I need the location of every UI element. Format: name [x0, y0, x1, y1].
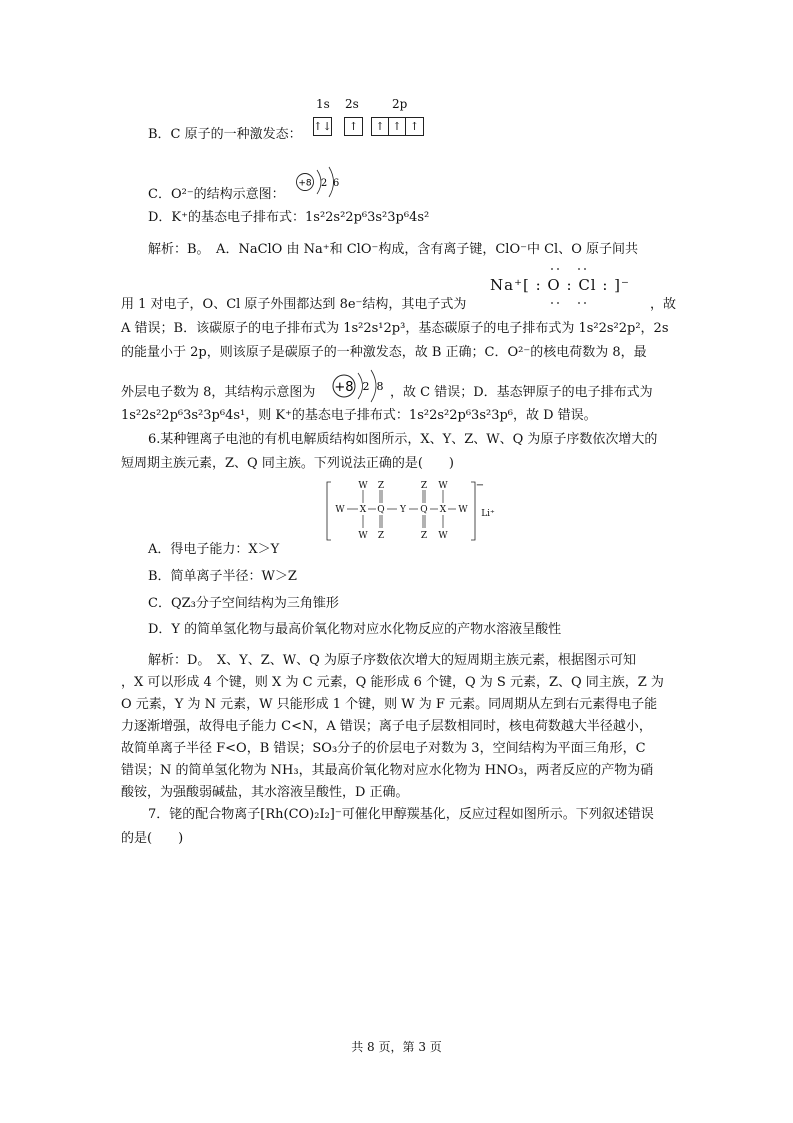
lithium-ion: Li⁺: [481, 509, 495, 519]
orbital-label-1s: 1s: [316, 97, 330, 111]
shell-2-electrons-2: 8: [376, 380, 384, 393]
analysis-1-line-5b: ，故 C 错误；D．基态钾原子的电子排布式为: [390, 385, 653, 400]
orbital-2s-arrow: ↑: [348, 120, 359, 133]
analysis-1-line-3: A 错误；B．该碳原子的电子排布式为 1s²2s¹2p³，基态碳原子的电子排布式为 1s²2s²2p²，2s: [121, 321, 669, 336]
q6-option-a: A．得电子能力：X＞Y: [148, 542, 280, 557]
q6-option-c: C．QZ₃分子空间结构为三角锥形: [148, 596, 339, 611]
analysis-1-line-4: 的能量小于 2p，则该原子是碳原子的一种激发态，故 B 正确；C．O²⁻的核电荷数为 8，最: [121, 345, 647, 360]
analysis-1-line-5a: 外层电子数为 8，其结构示意图为: [121, 385, 316, 400]
electrolyte-structure: [326, 478, 506, 544]
option-c: C．O²⁻的结构示意图：: [148, 187, 285, 202]
shell-2-electrons: 6: [332, 178, 340, 189]
orbital-box-2s: [344, 117, 363, 136]
orbital-label-2p: 2p: [392, 97, 408, 111]
q7-line-1: 7．铑的配合物离子[Rh(CO)₂I₂]⁻可催化甲醇羰基化，反应过程如图所示。下列叙述错误: [148, 807, 654, 822]
o2-ion-structure-diagram: [295, 164, 345, 200]
q6-line-1: 6.某种锂离子电池的有机电解质结构如图所示，X、Y、Z、W、Q 为原子序数依次增大的: [148, 432, 658, 447]
orbital-box-1s: [313, 117, 332, 136]
svg-text:W: W: [438, 481, 448, 491]
analysis-1-line-6: 1s²2s²2p⁶3s²3p⁶4s¹，则 K⁺的基态电子排布式：1s²2s²2p⁶3s²3p⁶，故 D 错误。: [121, 408, 597, 423]
nucleus-charge: +8: [298, 178, 312, 189]
orbital-2pz-arrow: ↑: [409, 120, 420, 133]
svg-text:W: W: [358, 481, 368, 491]
svg-text:X: X: [359, 505, 367, 515]
option-d: D．K⁺的基态电子排布式：1s²2s²2p⁶3s²3p⁶4s²: [148, 210, 430, 225]
shell-1-electrons-2: 2: [362, 380, 370, 393]
analysis-2-line-1: 解析：D。 X、Y、Z、W、Q 为原子序数依次增大的短周期主族元素，根据图示可知: [148, 653, 636, 668]
q6-option-d: D．Y 的简单氢化物与最高价氧化物对应水化物反应的产物水溶液呈酸性: [148, 622, 562, 637]
q7-line-2: 的是( ): [121, 831, 184, 846]
svg-text:Z: Z: [420, 531, 428, 541]
q6-option-b: B．简单离子半径：W＞Z: [148, 569, 297, 584]
orbital-1s-arrows: ↑↓: [313, 120, 332, 133]
nucleus-charge-2: +8: [334, 380, 354, 395]
analysis-2-line-6: 错误；N 的简单氢化物为 NH₃，其最高价氧化物对应水化物为 HNO₃，两者反应的产物为硝: [121, 763, 654, 778]
orbital-label-2s: 2s: [345, 97, 359, 111]
analysis-1-line-1: 解析：B。 A．NaClO 由 Na⁺和 ClO⁻构成，含有离子键，ClO⁻中 Cl、O 原子间共: [148, 242, 638, 257]
svg-text:Q: Q: [420, 505, 428, 515]
q6-line-2: 短周期主族元素，Z、Q 同主族。下列说法正确的是( ): [121, 456, 454, 471]
option-b: B．C 原子的一种激发态：: [148, 127, 302, 142]
lone-pair-dots: [490, 266, 620, 306]
svg-text:W: W: [358, 531, 368, 541]
svg-text:Y: Y: [400, 505, 406, 515]
anion-charge: −: [475, 480, 485, 491]
svg-text:W: W: [335, 505, 345, 515]
svg-text:X: X: [439, 505, 447, 515]
analysis-1-line-2b: ，故: [650, 297, 677, 312]
naclo-formula-text: Na⁺[ : O : Cl : ]⁻: [490, 276, 630, 294]
analysis-2-line-2: ，X 可以形成 4 个键，则 X 为 C 元素，Q 能形成 6 个键，Q 为 S 元素，Z、Q 同主族，Z 为: [121, 675, 664, 690]
analysis-1-line-2a: 用 1 对电子，O、Cl 原子外围都达到 8e⁻结构，其电子式为: [121, 297, 467, 312]
orbital-box-2p: [371, 117, 424, 136]
svg-text:W: W: [458, 505, 468, 515]
orbital-2px-arrow: ↑: [372, 118, 389, 135]
analysis-2-line-5: 故简单离子半径 F<O，B 错误；SO₃分子的价层电子对数为 3，空间结构为平面三角形，C: [121, 741, 646, 756]
svg-text:Q: Q: [377, 505, 385, 515]
svg-text:Z: Z: [377, 531, 385, 541]
shell-1-electrons: 2: [320, 178, 328, 189]
svg-text:Z: Z: [420, 481, 428, 491]
page-footer: 共 8 页，第 3 页: [351, 1040, 442, 1054]
orbital-2py-arrow: ↑: [389, 118, 406, 135]
svg-text:Z: Z: [377, 481, 385, 491]
o2-ion-diagram-analysis: [330, 366, 390, 406]
analysis-2-line-4: 力逐渐增强，故得电子能力 C<N，A 错误；离子电子层数相同时，核电荷数越大半径越小，: [121, 719, 652, 734]
analysis-2-line-7: 酸铵，为强酸弱碱盐，其水溶液呈酸性，D 正确。: [121, 785, 409, 800]
analysis-2-line-3: O 元素，Y 为 N 元素，W 只能形成 1 个键，则 W 为 F 元素。同周期从左到右元素得电子能: [121, 697, 658, 712]
svg-text:W: W: [438, 531, 448, 541]
